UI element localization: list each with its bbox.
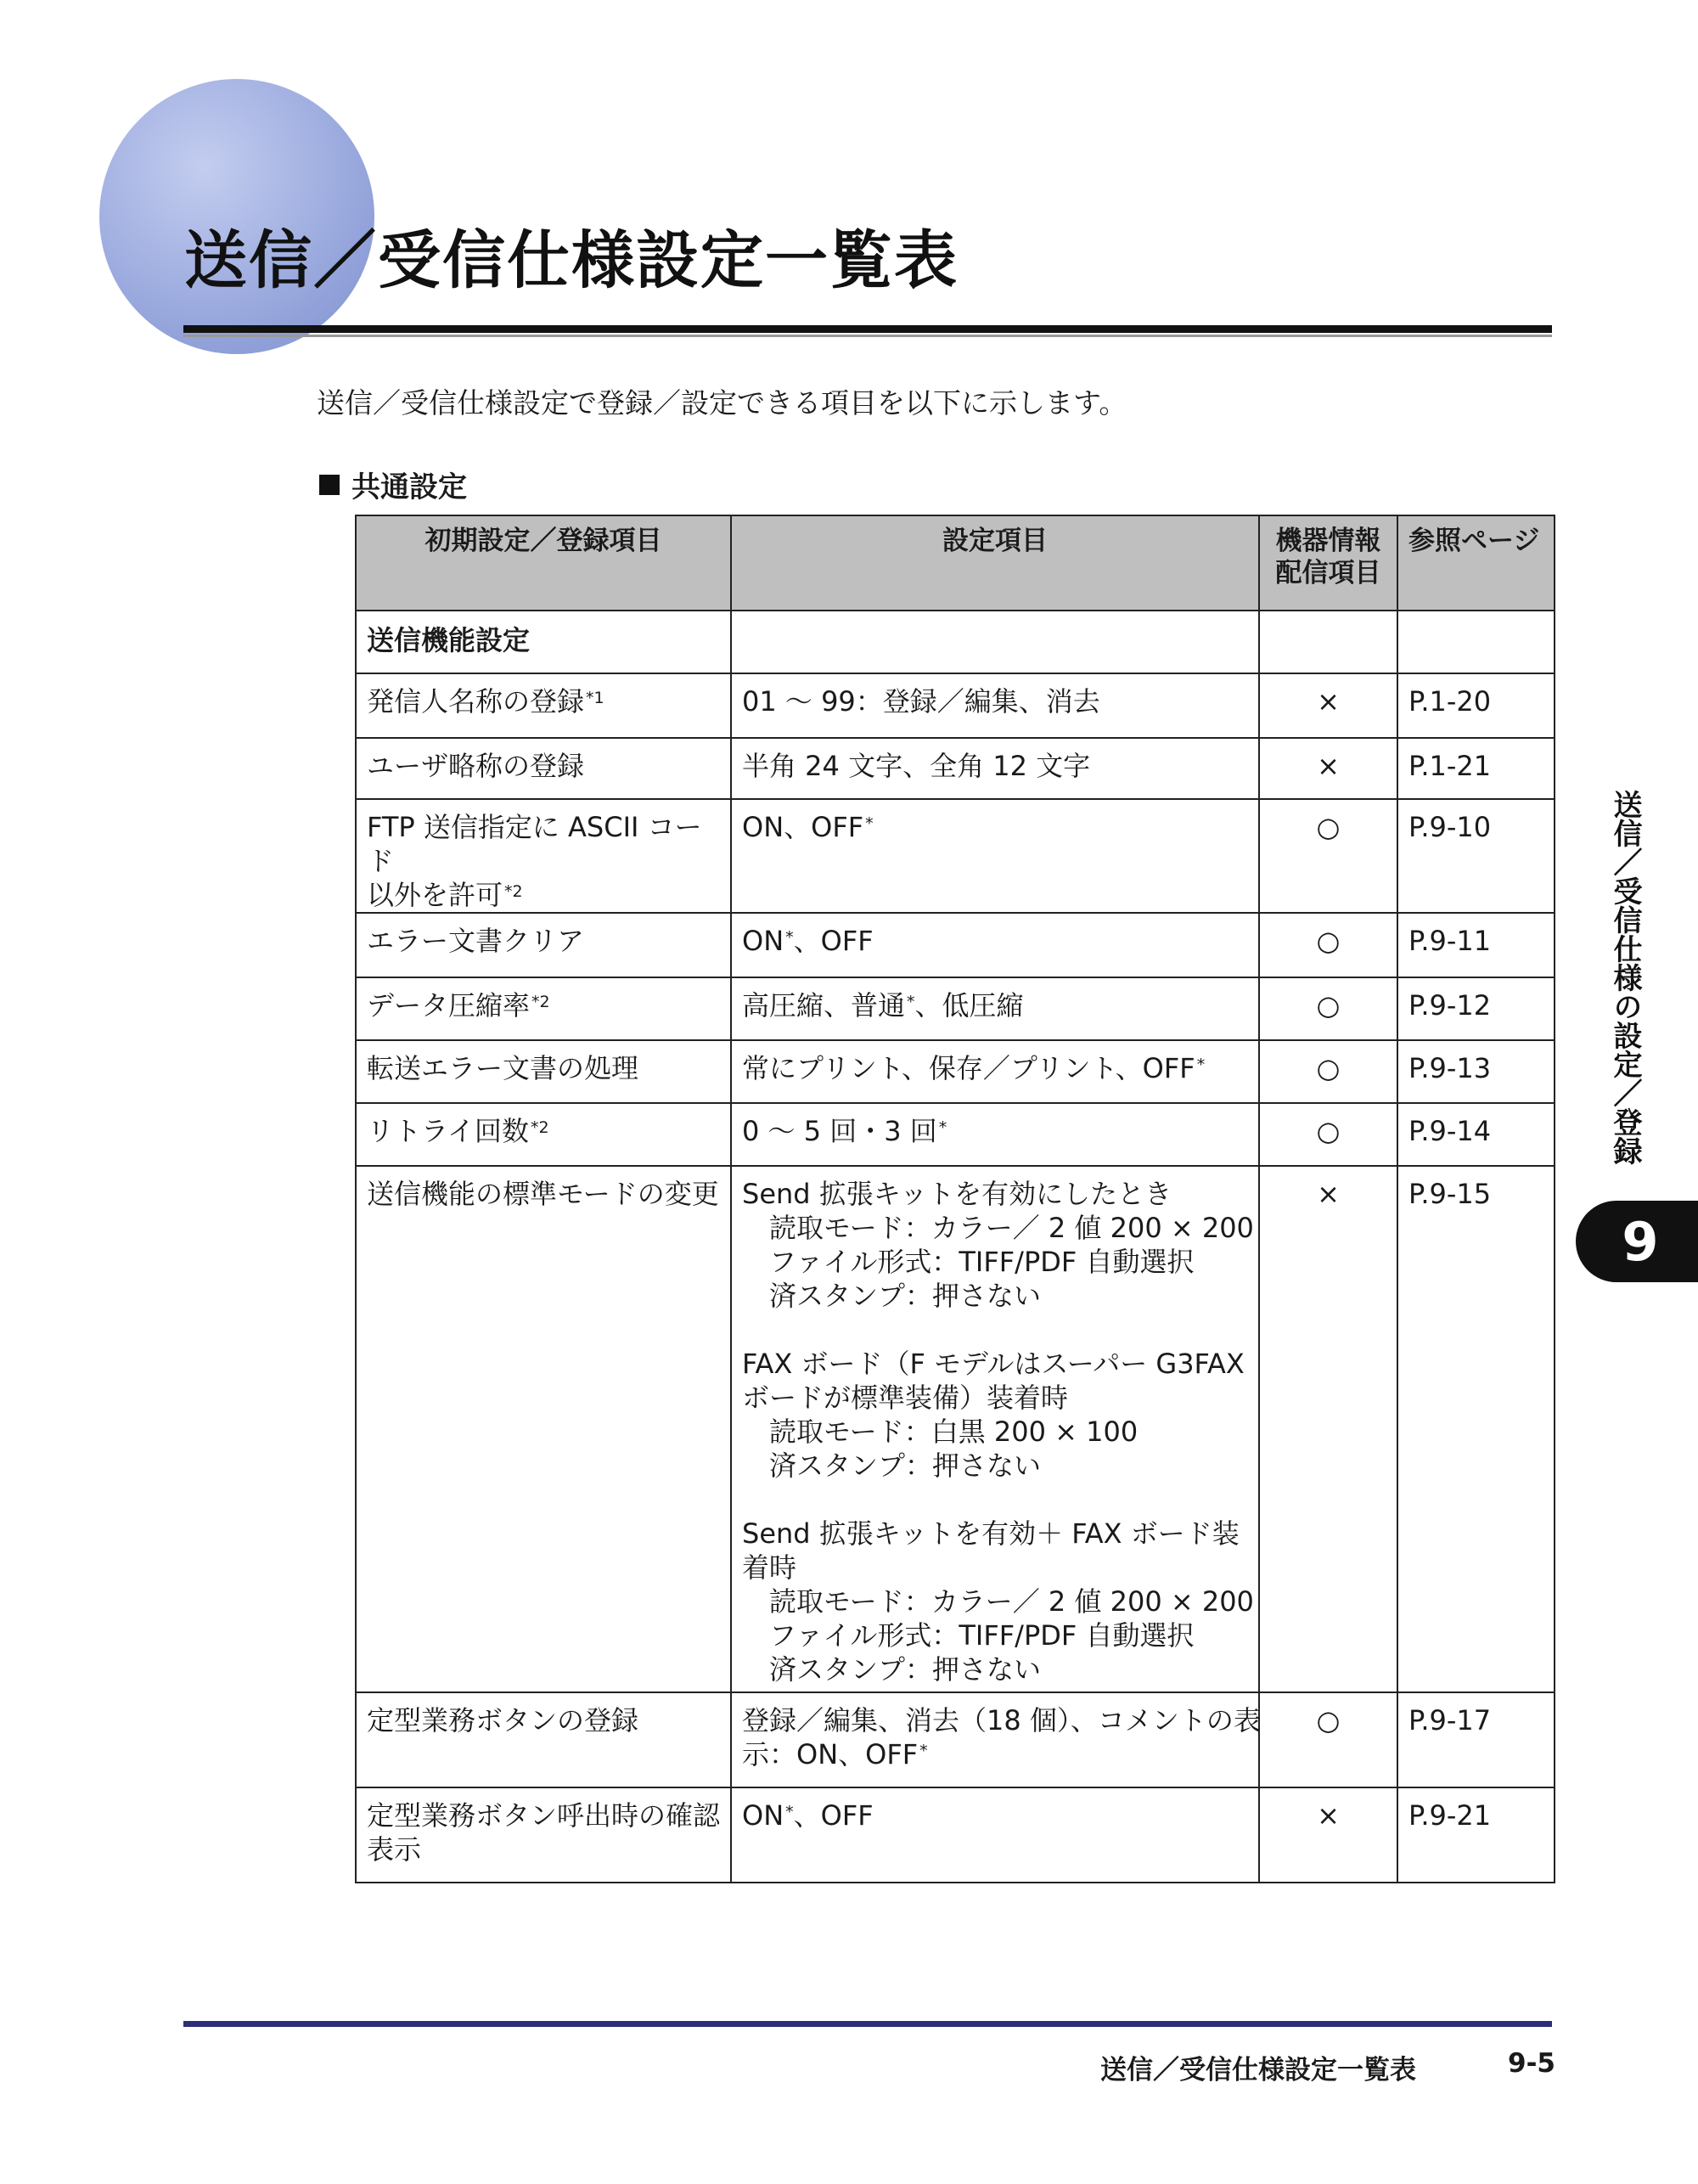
item-line bbox=[367, 749, 720, 783]
item-text: 表示 bbox=[367, 1833, 422, 1866]
item-text: リトライ回数 bbox=[367, 1115, 530, 1147]
settings-cell bbox=[731, 913, 1259, 977]
item-line bbox=[367, 1832, 720, 1866]
settings-text: 登録／編集、消去（18 個）、コメントの表 bbox=[742, 1704, 1261, 1737]
settings-cell bbox=[731, 1103, 1259, 1166]
table-row bbox=[356, 977, 1555, 1040]
header-item: 初期設定／登録項目 bbox=[356, 515, 731, 611]
reference-page: P.9-14 bbox=[1397, 1103, 1555, 1166]
mode-detail: 済スタンプ：押さない bbox=[769, 1653, 1042, 1686]
mode-heading: Send 拡張キットを有効にしたとき bbox=[742, 1178, 1172, 1210]
settings-cell bbox=[731, 673, 1259, 738]
settings-text: 常にプリント、保存／プリント、OFF bbox=[742, 1052, 1195, 1084]
item-line bbox=[367, 1114, 720, 1148]
reference-page: P.9-21 bbox=[1397, 1787, 1555, 1883]
intro-text: 送信／受信仕様設定で登録／設定できる項目を以下に示します。 bbox=[317, 386, 1127, 419]
settings-cell bbox=[731, 1787, 1259, 1883]
mode-detail: ファイル形式：TIFF/PDF 自動選択 bbox=[769, 1246, 1195, 1278]
reference-page: P.9-17 bbox=[1397, 1692, 1555, 1787]
item-cell bbox=[356, 1787, 731, 1883]
empty-cell bbox=[1397, 611, 1555, 673]
settings-cell bbox=[731, 1166, 1259, 1692]
default-mark: * bbox=[907, 993, 915, 1011]
mode-detail: 読取モード：白黒 200 × 100 bbox=[769, 1416, 1139, 1448]
mode-heading: FAX ボード（F モデルはスーパー G3FAX bbox=[742, 1348, 1245, 1380]
reference-page: P.9-15 bbox=[1397, 1166, 1555, 1692]
settings-text: 示：ON、OFF bbox=[742, 1738, 919, 1770]
settings-line bbox=[742, 1737, 1248, 1771]
item-text: 定型業務ボタン呼出時の確認 bbox=[367, 1799, 721, 1832]
reference-page: P.9-13 bbox=[1397, 1040, 1555, 1103]
item-text: データ圧縮率 bbox=[367, 989, 531, 1022]
header-reference: 参照ページ bbox=[1397, 515, 1555, 611]
item-cell bbox=[356, 799, 731, 913]
item-text: 定型業務ボタンの登録 bbox=[367, 1704, 639, 1737]
settings-line bbox=[742, 1798, 1248, 1832]
item-cell bbox=[356, 1166, 731, 1692]
settings-line bbox=[742, 988, 1248, 1022]
item-line bbox=[367, 878, 720, 912]
title-underline bbox=[183, 325, 1552, 333]
decorative-circle bbox=[99, 79, 374, 354]
reference-page: P.9-12 bbox=[1397, 977, 1555, 1040]
table-row bbox=[356, 1692, 1555, 1787]
empty-cell bbox=[731, 611, 1259, 673]
page-number: 9-5 bbox=[1508, 2048, 1556, 2079]
mode-detail: 済スタンプ：押さない bbox=[769, 1449, 1042, 1482]
block-gap bbox=[742, 1483, 1248, 1517]
item-cell bbox=[356, 738, 731, 799]
item-cell bbox=[356, 1692, 731, 1787]
table-row bbox=[356, 1166, 1555, 1692]
reference-page: P.9-10 bbox=[1397, 799, 1555, 913]
settings-text: ON bbox=[742, 1799, 784, 1832]
settings-text: 高圧縮、普通 bbox=[742, 989, 906, 1022]
default-mark: * bbox=[1196, 1055, 1206, 1074]
settings-text: 0 ～ 5 回・3 回 bbox=[742, 1115, 937, 1147]
delivery-mark: × bbox=[1259, 673, 1397, 738]
settings-text-after: 、低圧縮 bbox=[914, 989, 1024, 1022]
footnote-mark: *2 bbox=[531, 993, 550, 1011]
settings-text-after: 、OFF bbox=[793, 925, 874, 957]
item-cell bbox=[356, 673, 731, 738]
settings-line bbox=[742, 1703, 1261, 1737]
settings-text: ON、OFF bbox=[742, 811, 864, 843]
item-text: FTP 送信指定に ASCII コード bbox=[367, 811, 702, 877]
settings-text: ON bbox=[742, 925, 784, 957]
chapter-number-tab: 9 bbox=[1576, 1201, 1698, 1282]
table-row bbox=[356, 1787, 1555, 1883]
section-heading bbox=[319, 464, 467, 505]
title-underline-shadow bbox=[183, 335, 1552, 337]
header-delivery-line1: 機器情報 bbox=[1275, 526, 1381, 556]
footnote-mark: *2 bbox=[504, 882, 523, 901]
table-row bbox=[356, 738, 1555, 799]
settings-text: 半角 24 文字、全角 12 文字 bbox=[742, 750, 1091, 782]
empty-cell bbox=[1259, 611, 1397, 673]
reference-page: P.1-21 bbox=[1397, 738, 1555, 799]
settings-line bbox=[742, 749, 1248, 783]
table-row bbox=[356, 913, 1555, 977]
delivery-mark: ○ bbox=[1259, 1103, 1397, 1166]
item-line bbox=[367, 1798, 720, 1832]
delivery-mark: ○ bbox=[1259, 799, 1397, 913]
item-cell bbox=[356, 1040, 731, 1103]
settings-cell bbox=[731, 738, 1259, 799]
side-chapter-label: 送信／受信仕様の設定／登録 bbox=[1608, 790, 1642, 1165]
item-text: ユーザ略称の登録 bbox=[367, 750, 585, 782]
delivery-mark: ○ bbox=[1259, 1040, 1397, 1103]
default-mark: * bbox=[938, 1118, 947, 1137]
footnote-mark: *1 bbox=[586, 689, 604, 707]
settings-text-after: 、OFF bbox=[793, 1799, 874, 1832]
footer-title: 送信／受信仕様設定一覧表 bbox=[1100, 2055, 1416, 2085]
default-mark: * bbox=[865, 814, 874, 833]
table-header-row bbox=[356, 515, 1555, 611]
mode-heading: 着時 bbox=[742, 1551, 797, 1584]
item-text: 送信機能の標準モードの変更 bbox=[367, 1178, 719, 1210]
table-row bbox=[356, 1040, 1555, 1103]
item-cell bbox=[356, 913, 731, 977]
header-delivery-line2: 配信項目 bbox=[1275, 558, 1381, 588]
default-mark: * bbox=[785, 928, 794, 947]
table-row bbox=[356, 673, 1555, 738]
header-settings: 設定項目 bbox=[731, 515, 1259, 611]
mode-heading: Send 拡張キットを有効＋ FAX ボード装 bbox=[742, 1517, 1240, 1550]
item-cell bbox=[356, 977, 731, 1040]
item-line bbox=[367, 684, 720, 718]
delivery-mark: × bbox=[1259, 1166, 1397, 1692]
item-line bbox=[367, 810, 720, 878]
item-line bbox=[367, 1703, 720, 1737]
table-row bbox=[356, 799, 1555, 913]
item-text: 転送エラー文書の処理 bbox=[367, 1052, 639, 1084]
section-title: 共通設定 bbox=[351, 470, 467, 504]
group-heading-cell bbox=[356, 611, 731, 673]
mode-detail: ファイル形式：TIFF/PDF 自動選択 bbox=[769, 1619, 1195, 1652]
footer-rule bbox=[183, 2021, 1552, 2027]
settings-cell bbox=[731, 1692, 1259, 1787]
settings-line bbox=[742, 1114, 1248, 1148]
settings-text: 01 ～ 99：登録／編集、消去 bbox=[742, 685, 1100, 718]
block-gap bbox=[742, 1313, 1248, 1347]
delivery-mark: × bbox=[1259, 738, 1397, 799]
item-line bbox=[367, 1051, 720, 1085]
header-delivery bbox=[1259, 515, 1397, 611]
item-line bbox=[367, 1177, 720, 1211]
reference-page: P.9-11 bbox=[1397, 913, 1555, 977]
group-heading: 送信機能設定 bbox=[367, 624, 531, 656]
delivery-mark: × bbox=[1259, 1787, 1397, 1883]
footnote-mark: *2 bbox=[531, 1118, 549, 1137]
page-title: 送信／受信仕様設定一覧表 bbox=[184, 224, 959, 297]
delivery-mark: ○ bbox=[1259, 1692, 1397, 1787]
group-row bbox=[356, 611, 1555, 673]
table-row bbox=[356, 1103, 1555, 1166]
square-bullet-icon bbox=[319, 475, 340, 495]
mode-detail: 読取モード：カラー／ 2 値 200 × 200 bbox=[769, 1212, 1254, 1244]
settings-line bbox=[742, 1051, 1248, 1085]
settings-line bbox=[742, 924, 1248, 958]
item-text: 発信人名称の登録 bbox=[367, 685, 585, 718]
default-mark: * bbox=[919, 1742, 928, 1760]
default-mark: * bbox=[785, 1803, 794, 1821]
mode-heading: ボードが標準装備）装着時 bbox=[742, 1382, 1069, 1414]
item-text: エラー文書クリア bbox=[367, 925, 585, 957]
item-text: 以外を許可 bbox=[367, 879, 503, 911]
delivery-mark: ○ bbox=[1259, 913, 1397, 977]
reference-page: P.1-20 bbox=[1397, 673, 1555, 738]
settings-cell bbox=[731, 977, 1259, 1040]
settings-table bbox=[355, 515, 1555, 1883]
item-line bbox=[367, 924, 720, 958]
settings-line bbox=[742, 810, 1248, 844]
settings-line bbox=[742, 684, 1248, 718]
mode-detail: 済スタンプ：押さない bbox=[769, 1280, 1042, 1312]
settings-cell bbox=[731, 1040, 1259, 1103]
settings-cell bbox=[731, 799, 1259, 913]
delivery-mark: ○ bbox=[1259, 977, 1397, 1040]
item-line bbox=[367, 988, 720, 1022]
item-cell bbox=[356, 1103, 731, 1166]
mode-detail: 読取モード：カラー／ 2 値 200 × 200 bbox=[769, 1585, 1254, 1618]
